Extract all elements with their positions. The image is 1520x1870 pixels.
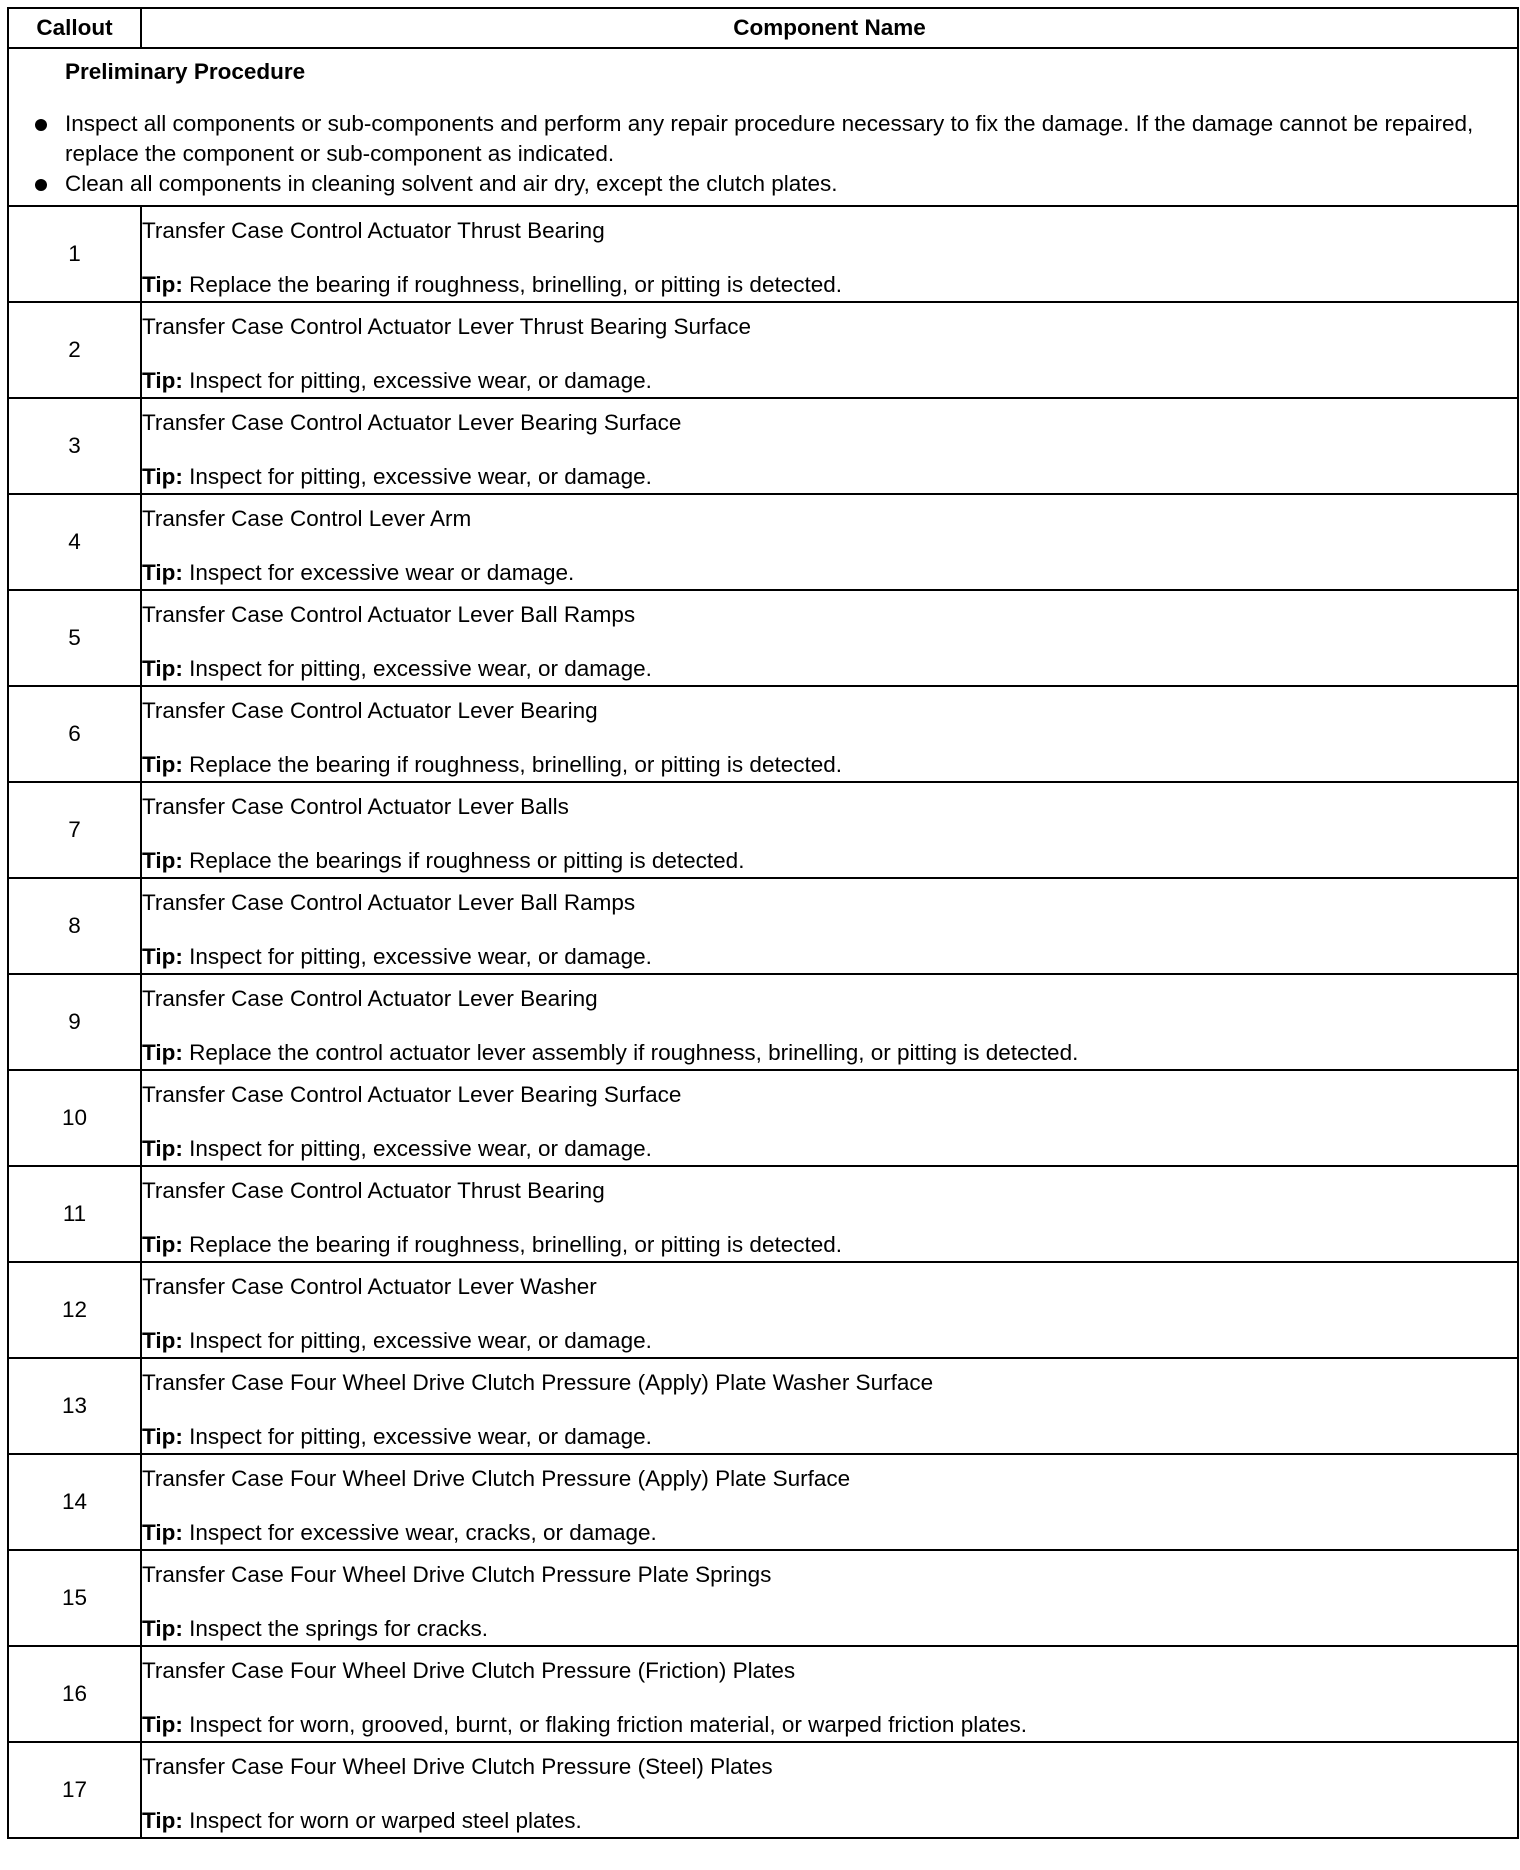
tip-label: Tip <box>142 272 176 297</box>
component-name: Transfer Case Control Actuator Lever Bearing Surface <box>142 410 682 435</box>
bullet-dot-icon <box>35 179 47 191</box>
tip-colon: : <box>175 848 183 873</box>
component-cell <box>141 686 1518 782</box>
tip-text: Inspect for worn, grooved, burnt, or flaking friction material, or warped friction plates. <box>189 1712 1027 1737</box>
tip-label: Tip <box>142 656 176 681</box>
tip-colon: : <box>175 1040 183 1065</box>
callout-number: 3 <box>8 398 141 494</box>
component-name: Transfer Case Control Actuator Lever Washer <box>142 1274 597 1299</box>
component-tip <box>142 942 1517 972</box>
tip-text: Inspect for excessive wear or damage. <box>189 560 575 585</box>
callout-number: 1 <box>8 206 141 302</box>
header-callout: Callout <box>8 8 141 48</box>
component-tip <box>142 1134 1517 1164</box>
table-row <box>8 974 1518 1070</box>
component-cell <box>141 1070 1518 1166</box>
callout-number: 11 <box>8 1166 141 1262</box>
component-tip <box>142 1806 1517 1836</box>
component-tip <box>142 270 1517 300</box>
component-name: Transfer Case Four Wheel Drive Clutch Pressure (Apply) Plate Surface <box>142 1466 851 1491</box>
tip-text: Inspect for pitting, excessive wear, or damage. <box>189 368 652 393</box>
component-name: Transfer Case Control Actuator Lever Ball Ramps <box>142 890 636 915</box>
callout-number: 17 <box>8 1742 141 1838</box>
component-cell <box>141 1454 1518 1550</box>
component-tip <box>142 1422 1517 1452</box>
preliminary-procedure-cell <box>8 48 1518 206</box>
component-tip <box>142 654 1517 684</box>
table-row <box>8 302 1518 398</box>
component-name: Transfer Case Four Wheel Drive Clutch Pressure (Apply) Plate Washer Surface <box>142 1370 934 1395</box>
component-cell <box>141 1742 1518 1838</box>
tip-label: Tip <box>142 1232 176 1257</box>
table-row <box>8 782 1518 878</box>
table-row <box>8 398 1518 494</box>
preliminary-procedure-row <box>8 48 1518 206</box>
preliminary-bullet-list <box>21 109 1505 199</box>
tip-label: Tip <box>142 944 176 969</box>
tip-text: Inspect for pitting, excessive wear, or damage. <box>189 656 652 681</box>
tip-label: Tip <box>142 1328 176 1353</box>
component-cell <box>141 206 1518 302</box>
tip-text: Replace the bearing if roughness, brinelling, or pitting is detected. <box>189 1232 843 1257</box>
callout-number: 4 <box>8 494 141 590</box>
component-tip <box>142 1038 1517 1068</box>
callout-number: 12 <box>8 1262 141 1358</box>
tip-colon: : <box>175 368 183 393</box>
tip-text: Inspect for worn or warped steel plates. <box>189 1808 582 1833</box>
document-page <box>7 7 1517 1839</box>
header-component-name: Component Name <box>141 8 1518 48</box>
tip-text: Replace the bearings if roughness or pitting is detected. <box>189 848 745 873</box>
tip-colon: : <box>175 944 183 969</box>
callout-number: 15 <box>8 1550 141 1646</box>
component-tip <box>142 750 1517 780</box>
component-name: Transfer Case Control Actuator Thrust Bearing <box>142 1178 605 1203</box>
table-row <box>8 878 1518 974</box>
table-row <box>8 1070 1518 1166</box>
component-name: Transfer Case Control Actuator Lever Bearing Surface <box>142 1082 682 1107</box>
component-name: Transfer Case Control Actuator Lever Bearing <box>142 986 598 1011</box>
callout-number: 13 <box>8 1358 141 1454</box>
table-row <box>8 494 1518 590</box>
component-name: Transfer Case Four Wheel Drive Clutch Pressure (Steel) Plates <box>142 1754 773 1779</box>
component-tip <box>142 462 1517 492</box>
component-name: Transfer Case Four Wheel Drive Clutch Pressure (Friction) Plates <box>142 1658 796 1683</box>
component-tip <box>142 1326 1517 1356</box>
preliminary-bullet-item <box>21 169 1505 199</box>
component-table <box>7 7 1519 1839</box>
tip-label: Tip <box>142 464 176 489</box>
component-tip <box>142 846 1517 876</box>
table-row <box>8 1262 1518 1358</box>
component-name: Transfer Case Control Actuator Lever Bearing <box>142 698 598 723</box>
tip-colon: : <box>175 560 183 585</box>
component-name: Transfer Case Control Actuator Lever Balls <box>142 794 569 819</box>
component-name: Transfer Case Control Actuator Lever Thrust Bearing Surface <box>142 314 752 339</box>
tip-label: Tip <box>142 1616 176 1641</box>
tip-text: Inspect for pitting, excessive wear, or damage. <box>189 1136 652 1161</box>
table-row <box>8 1166 1518 1262</box>
tip-colon: : <box>175 272 183 297</box>
preliminary-procedure-title: Preliminary Procedure <box>65 59 306 84</box>
tip-text: Replace the bearing if roughness, brinelling, or pitting is detected. <box>189 272 843 297</box>
tip-label: Tip <box>142 560 176 585</box>
table-row <box>8 1454 1518 1550</box>
tip-text: Inspect the springs for cracks. <box>189 1616 488 1641</box>
table-body <box>8 48 1518 1838</box>
tip-colon: : <box>175 656 183 681</box>
component-cell <box>141 1262 1518 1358</box>
callout-number: 7 <box>8 782 141 878</box>
tip-label: Tip <box>142 752 176 777</box>
callout-number: 16 <box>8 1646 141 1742</box>
table-header-row <box>8 8 1518 48</box>
tip-colon: : <box>175 752 183 777</box>
table-row <box>8 206 1518 302</box>
component-cell <box>141 590 1518 686</box>
tip-colon: : <box>175 1136 183 1161</box>
tip-text: Inspect for excessive wear, cracks, or damage. <box>189 1520 657 1545</box>
callout-number: 8 <box>8 878 141 974</box>
tip-text: Inspect for pitting, excessive wear, or damage. <box>189 1424 652 1449</box>
component-cell <box>141 494 1518 590</box>
preliminary-bullet-text: Clean all components in cleaning solvent and air dry, except the clutch plates. <box>65 171 838 196</box>
preliminary-bullet-text: Inspect all components or sub-components and perform any repair procedure necessary to fix the damage. If the damage cannot be repaired, replace the component or sub-component as indicated. <box>65 111 1474 166</box>
tip-label: Tip <box>142 848 176 873</box>
component-tip <box>142 1614 1517 1644</box>
component-name: Transfer Case Control Actuator Thrust Bearing <box>142 218 605 243</box>
tip-colon: : <box>175 1328 183 1353</box>
tip-label: Tip <box>142 1040 176 1065</box>
tip-colon: : <box>175 1424 183 1449</box>
component-cell <box>141 302 1518 398</box>
table-row <box>8 1550 1518 1646</box>
callout-number: 9 <box>8 974 141 1070</box>
component-tip <box>142 1518 1517 1548</box>
tip-text: Replace the control actuator lever assembly if roughness, brinelling, or pitting is detected. <box>189 1040 1079 1065</box>
component-name: Transfer Case Four Wheel Drive Clutch Pressure Plate Springs <box>142 1562 772 1587</box>
bullet-dot-icon <box>35 119 47 131</box>
callout-number: 2 <box>8 302 141 398</box>
component-cell <box>141 1550 1518 1646</box>
tip-colon: : <box>175 1616 183 1641</box>
callout-number: 5 <box>8 590 141 686</box>
component-name: Transfer Case Control Actuator Lever Ball Ramps <box>142 602 636 627</box>
component-cell <box>141 782 1518 878</box>
tip-text: Inspect for pitting, excessive wear, or damage. <box>189 944 652 969</box>
component-tip <box>142 1230 1517 1260</box>
tip-label: Tip <box>142 1136 176 1161</box>
table-row <box>8 1742 1518 1838</box>
component-name: Transfer Case Control Lever Arm <box>142 506 472 531</box>
callout-number: 10 <box>8 1070 141 1166</box>
component-cell <box>141 1166 1518 1262</box>
callout-number: 14 <box>8 1454 141 1550</box>
component-cell <box>141 398 1518 494</box>
component-cell <box>141 1646 1518 1742</box>
tip-label: Tip <box>142 1424 176 1449</box>
tip-colon: : <box>175 1232 183 1257</box>
component-cell <box>141 1358 1518 1454</box>
tip-text: Inspect for pitting, excessive wear, or damage. <box>189 1328 652 1353</box>
tip-label: Tip <box>142 1712 176 1737</box>
table-row <box>8 686 1518 782</box>
tip-label: Tip <box>142 1808 176 1833</box>
callout-number: 6 <box>8 686 141 782</box>
tip-text: Inspect for pitting, excessive wear, or damage. <box>189 464 652 489</box>
component-cell <box>141 974 1518 1070</box>
preliminary-bullet-item <box>21 109 1505 169</box>
tip-colon: : <box>175 1712 183 1737</box>
component-tip <box>142 366 1517 396</box>
component-tip <box>142 1710 1517 1740</box>
tip-colon: : <box>175 1520 183 1545</box>
tip-label: Tip <box>142 368 176 393</box>
table-row <box>8 1358 1518 1454</box>
tip-text: Replace the bearing if roughness, brinelling, or pitting is detected. <box>189 752 843 777</box>
tip-colon: : <box>175 1808 183 1833</box>
tip-colon: : <box>175 464 183 489</box>
tip-label: Tip <box>142 1520 176 1545</box>
table-row <box>8 1646 1518 1742</box>
table-row <box>8 590 1518 686</box>
component-tip <box>142 558 1517 588</box>
component-cell <box>141 878 1518 974</box>
